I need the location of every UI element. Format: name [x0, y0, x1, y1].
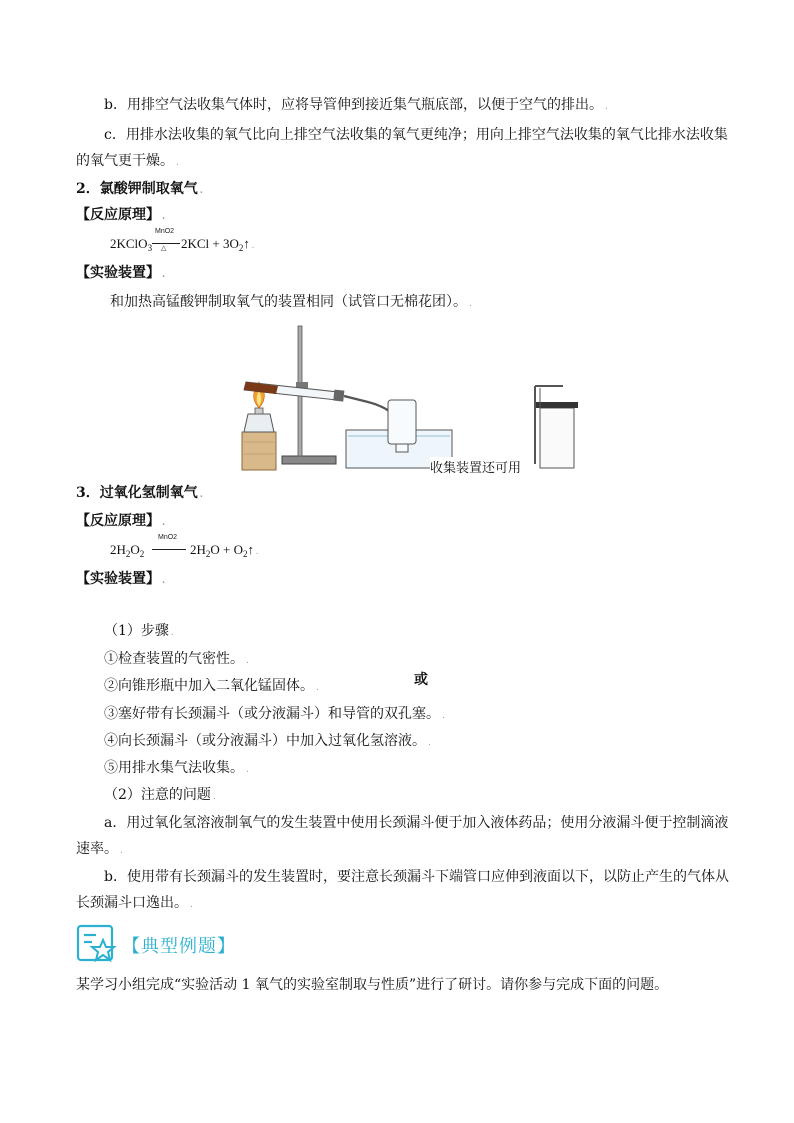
heading-kclo3: 2．氯酸钾制取氧气 . — [76, 181, 203, 197]
collect-label: 收集装置还可用 — [430, 457, 521, 476]
note-b-line1: b．使用带有长颈漏斗的发生装置时，要注意长颈漏斗下端管口应伸到液面以下，以防止产生的气体从 — [104, 869, 729, 885]
step-2: ②向锥形瓶中加入二氧化锰固体。 . — [104, 678, 319, 694]
formula-h2o2-left: $2H_2O_2$ — [110, 542, 145, 559]
note-b-exhaust: b．用排空气法收集气体时，应将导管伸到接近集气瓶底部，以便于空气的排出。 . — [104, 97, 608, 113]
step-5: ⑤用排水集气法收集。 . — [104, 760, 249, 776]
star-note-icon — [76, 924, 118, 964]
alcohol-lamp — [244, 414, 274, 432]
collection-bottle — [388, 400, 416, 452]
label-device-2: 【实验装置】 . — [76, 265, 166, 281]
formula-h2o2-right: $2H_2O$ + $O_2↑$ . — [190, 542, 259, 559]
step-4: ④向长颈漏斗（或分液漏斗）中加入过氧化氢溶液。 . — [104, 733, 431, 749]
steps-title: （1）步骤 . — [104, 623, 174, 639]
step-1: ①检查装置的气密性。 . — [104, 651, 249, 667]
device-description: 和加热高锰酸钾制取氧气的装置相同（试管口无棉花团）。 . — [110, 294, 472, 310]
notes-title: （2）注意的问题 . — [104, 787, 216, 803]
heat-symbol: △ — [161, 245, 167, 252]
catalyst-label: MnO2 — [155, 228, 175, 235]
reaction-bar-2 — [152, 549, 186, 550]
or-label: 或 — [414, 671, 428, 687]
label-principle-2: 【反应原理】 . — [76, 207, 166, 223]
step-3: ③塞好带有长颈漏斗（或分液漏斗）和导管的双孔塞。 . — [104, 706, 445, 722]
note-a-line1: a．用过氧化氢溶液制氧气的发生装置中使用长颈漏斗便于加入液体药品；使用分液漏斗便于控制滴液 — [104, 815, 729, 831]
note-a-line2: 速率。 . — [76, 841, 123, 857]
heading-h2o2: 3．过氧化氢制氧气 . — [76, 485, 203, 501]
stand-base — [282, 456, 336, 464]
label-device-3: 【实验装置】 . — [76, 571, 166, 587]
wood-block — [242, 432, 276, 470]
formula-kclo3-left: 2KClO$_3$ — [110, 236, 153, 253]
apparatus-illustration — [238, 322, 583, 472]
catalyst-label-2: MnO2 — [158, 534, 178, 541]
label-principle-3: 【反应原理】 . — [76, 513, 166, 529]
note-c-line2: 的氧气更干燥。 . — [76, 153, 179, 169]
note-c-line1: c．用排水法收集的氧气比向上排空气法收集的氧气更纯净；用向上排空气法收集的氧气比排水法收集 — [104, 127, 728, 143]
example-question: 某学习小组完成“实验活动 1 氧气的实验室制取与性质”进行了研讨。请你参与完成下面的问题。 — [76, 977, 669, 993]
upward-air-bottle — [535, 386, 578, 468]
example-title: 【典型例题】 — [122, 936, 236, 956]
note-b-line2: 长颈漏斗口逸出。 . — [76, 895, 193, 911]
formula-kclo3-right: $2KCl + 3O_2↑$ . — [181, 236, 255, 253]
